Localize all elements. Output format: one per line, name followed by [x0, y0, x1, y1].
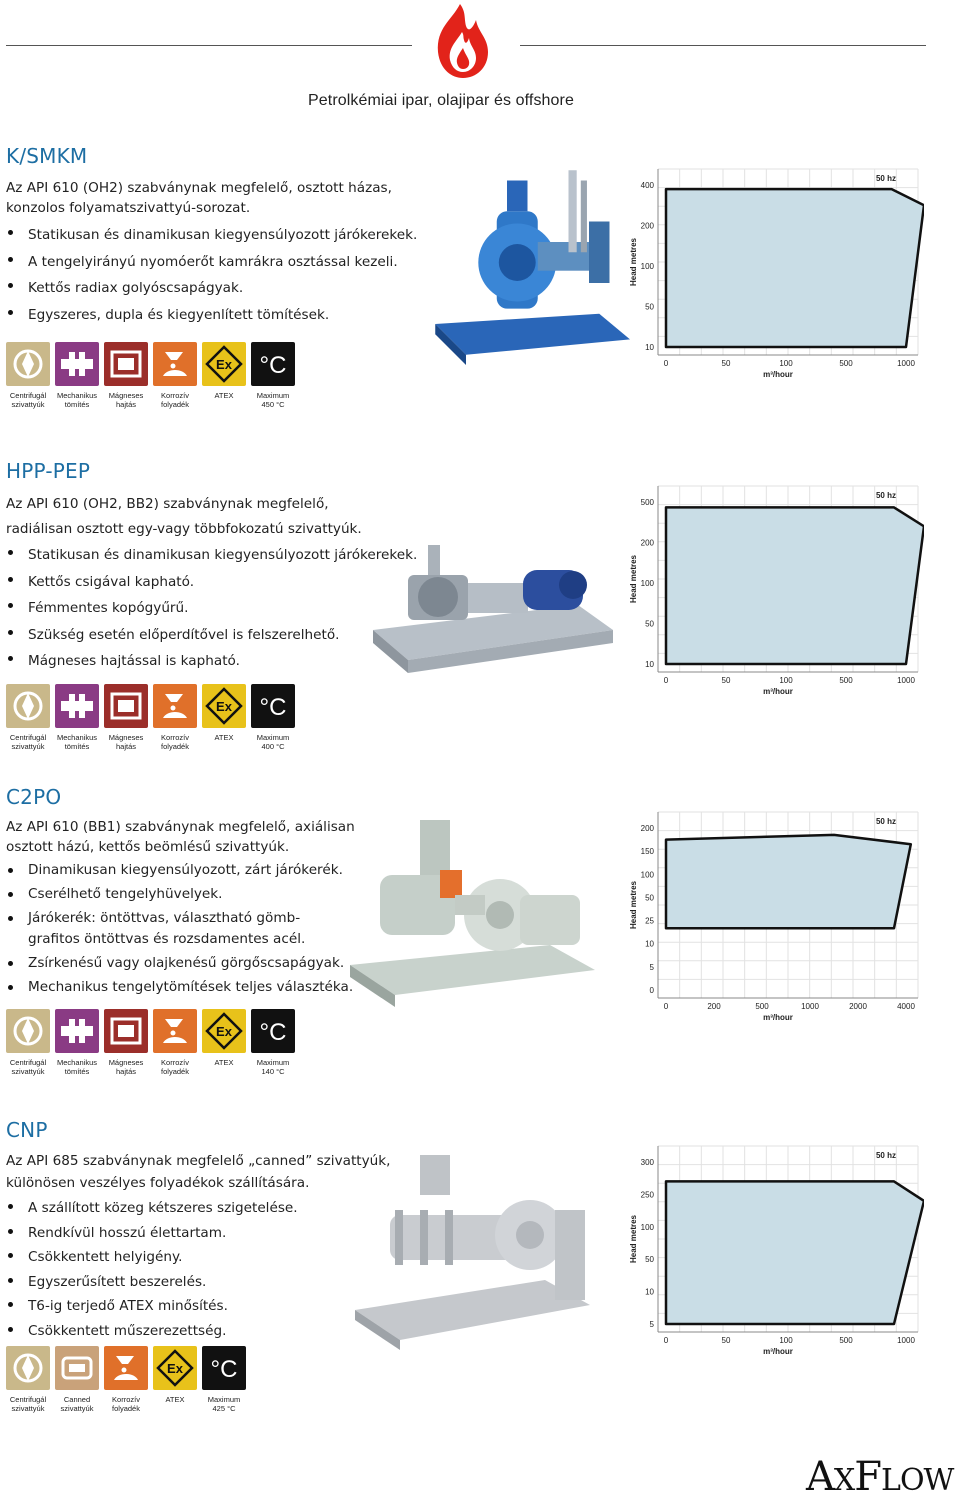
icon-label-line: ATEX — [214, 1058, 234, 1067]
icon-label-line: 425 °C — [212, 1404, 236, 1413]
logo-letter: A — [806, 1454, 834, 1494]
y-tick-label: 400 — [640, 181, 654, 190]
header-rule-right — [520, 45, 926, 46]
logo-letter: X — [833, 1463, 855, 1494]
x-tick-label: 100 — [779, 359, 793, 368]
icon-label-line: hajtás — [115, 742, 136, 751]
y-tick-label: 10 — [645, 939, 654, 949]
logo-letter: F — [854, 1454, 882, 1494]
atex-feature — [202, 342, 246, 409]
list-item: Dinamikusan kiegyensúlyozott, zárt járókerék. — [6, 860, 386, 881]
icon-label-line: ATEX — [214, 391, 234, 400]
list-item: Szükség esetén előperdítővel is felszerelhető. — [6, 622, 456, 649]
max-temp-feature — [251, 684, 295, 751]
feature-icons — [6, 1346, 246, 1413]
operating-envelope — [666, 835, 911, 928]
x-tick-label: 0 — [663, 359, 669, 368]
section-title: K/SMKM — [6, 144, 88, 168]
atex-icon — [202, 1009, 246, 1053]
x-tick-label: 4000 — [897, 1002, 915, 1011]
corrosive-icon — [104, 1346, 148, 1390]
y-tick-label: 10 — [645, 343, 654, 352]
icon-label-line: Korrozív — [161, 733, 189, 742]
centrifugal-feature — [6, 684, 50, 751]
list-item: Járókerék: öntöttvas, választható gömb- grafitos öntöttvas és rozsdamentes acél. — [6, 908, 386, 950]
y-tick-label: 100 — [640, 262, 654, 271]
intro-line: Az API 610 (OH2, BB2) szabványnak megfelelő, — [6, 496, 329, 512]
icon-label-line: Centrifugál — [9, 1058, 47, 1067]
svg-text:°C: °C — [259, 1019, 287, 1046]
centrifugal-feature — [6, 342, 50, 409]
svg-text:Ex: Ex — [216, 1024, 232, 1039]
list-item: Egyszeres, dupla és kiegyenlített tömítések. — [6, 302, 456, 329]
svg-text:Ex: Ex — [216, 699, 232, 714]
x-axis-label: m³/hour — [763, 1013, 793, 1022]
x-axis-label: m³/hour — [763, 370, 793, 379]
icon-label-line: folyadék — [161, 742, 189, 751]
max-temp-feature — [251, 1009, 295, 1076]
canned-pump-feature — [55, 1346, 99, 1413]
centrifugal-feature — [6, 1346, 50, 1413]
x-axis-label: m³/hour — [763, 1347, 793, 1356]
list-item: A tengelyirányú nyomóerőt kamrákra osztással kezeli. — [6, 249, 456, 276]
svg-text:°C: °C — [259, 694, 287, 721]
icon-label-line: Canned — [63, 1395, 91, 1404]
x-tick-label: 500 — [839, 676, 853, 685]
icon-label-line: Mágneses — [108, 733, 144, 742]
feature-list — [6, 860, 386, 998]
intro-line: Az API 685 szabványnak megfelelő „canned” szivattyúk, — [6, 1153, 391, 1169]
mechanical-seal-feature — [55, 342, 99, 409]
intro-line: Az API 610 (OH2) szabványnak megfelelő, osztott házas, — [6, 180, 392, 196]
icon-label-line: Mechanikus — [56, 1058, 98, 1067]
icon-label — [243, 391, 303, 409]
feature-list — [6, 222, 456, 328]
icon-label-line: Maximum — [207, 1395, 241, 1404]
centrifugal-icon — [6, 342, 50, 386]
list-item: Mechanikus tengelytömítések teljes választéka. — [6, 977, 386, 998]
y-tick-label: 50 — [645, 893, 654, 903]
atex-feature — [153, 1346, 197, 1413]
x-tick-label: 2000 — [849, 1002, 867, 1011]
mechanical-seal-icon — [55, 684, 99, 728]
icon-label-line: ATEX — [214, 733, 234, 742]
atex-icon — [153, 1346, 197, 1390]
list-item: Rendkívül hosszú élettartam. — [6, 1221, 426, 1246]
section-intro — [6, 178, 436, 218]
magnetic-drive-icon — [104, 684, 148, 728]
centrifugal-icon — [6, 1346, 50, 1390]
intro-line: Az API 610 (BB1) szabványnak megfelelő, axiálisan — [6, 819, 355, 835]
icon-label-line: Korrozív — [112, 1395, 140, 1404]
pump-image — [355, 1150, 595, 1350]
icon-label-line: Maximum — [256, 391, 290, 400]
y-tick-label: 50 — [645, 1255, 654, 1265]
corrosive-feature — [153, 1009, 197, 1076]
icon-label-line: Maximum — [256, 733, 290, 742]
y-tick-label: 200 — [640, 538, 654, 548]
y-tick-label: 50 — [645, 619, 654, 629]
x-tick-label: 1000 — [897, 676, 915, 685]
y-tick-label: 250 — [640, 1190, 654, 1200]
svg-text:°C: °C — [259, 352, 287, 379]
canned-pump-icon — [55, 1346, 99, 1390]
section-title: CNP — [6, 1118, 48, 1142]
list-item: Cserélhető tengelyhüvelyek. — [6, 884, 386, 905]
max-temp-feature — [251, 342, 295, 409]
y-tick-label: 10 — [645, 660, 654, 669]
icon-label-line: Centrifugál — [9, 391, 47, 400]
icon-label-line: Korrozív — [161, 1058, 189, 1067]
list-item: Statikusan és dinamikusan kiegyensúlyozott járókerekek. — [6, 222, 456, 249]
list-item: Fémmentes kopógyűrű. — [6, 595, 456, 622]
feature-icons — [6, 684, 295, 751]
x-tick-label: 50 — [721, 1336, 731, 1345]
icon-label — [243, 733, 303, 751]
centrifugal-feature — [6, 1009, 50, 1076]
max-temp-icon — [251, 342, 295, 386]
y-tick-label: 5 — [649, 962, 654, 972]
atex-icon — [202, 342, 246, 386]
icon-label-line: szivattyúk — [11, 1404, 45, 1413]
list-item: Mágneses hajtással is kapható. — [6, 648, 456, 675]
pump-image — [368, 535, 618, 675]
svg-text:Ex: Ex — [167, 1361, 183, 1376]
x-tick-label: 1000 — [897, 359, 915, 368]
icon-label-line: 140 °C — [261, 1067, 285, 1076]
header-rule-left — [6, 45, 412, 46]
y-tick-label: 50 — [645, 302, 654, 312]
icon-label-line: Mágneses — [108, 391, 144, 400]
icon-label-line: tömítés — [64, 1067, 90, 1076]
mechanical-seal-feature — [55, 684, 99, 751]
atex-feature — [202, 1009, 246, 1076]
icon-label-line: Centrifugál — [9, 1395, 47, 1404]
magnetic-drive-feature — [104, 684, 148, 751]
icon-label-line: hajtás — [115, 400, 136, 409]
list-item: Statikusan és dinamikusan kiegyensúlyozott járókerekek. — [6, 542, 456, 569]
y-axis-label: Head metres — [629, 237, 638, 287]
x-tick-label: 100 — [779, 1336, 793, 1345]
atex-icon — [202, 684, 246, 728]
icon-label — [194, 1395, 254, 1413]
flame-icon — [432, 2, 494, 82]
y-tick-label: 100 — [640, 870, 654, 880]
icon-label-line: tömítés — [64, 742, 90, 751]
icon-label-line: Mechanikus — [56, 391, 98, 400]
icon-label-line: Maximum — [256, 1058, 290, 1067]
max-temp-icon — [251, 684, 295, 728]
x-tick-label: 1000 — [801, 1002, 819, 1011]
magnetic-drive-icon — [104, 342, 148, 386]
x-tick-label: 500 — [839, 359, 853, 368]
y-tick-label: 25 — [645, 916, 654, 926]
performance-chart — [628, 806, 924, 1026]
y-tick-label: 10 — [645, 1287, 654, 1297]
mechanical-seal-icon — [55, 342, 99, 386]
intro-line: osztott házú, kettős beömlésű szivattyúk. — [6, 839, 290, 855]
icon-label-line: folyadék — [161, 400, 189, 409]
icon-label-line: folyadék — [112, 1404, 140, 1413]
intro-line: különösen veszélyes folyadékok szállítására. — [6, 1175, 310, 1191]
x-tick-label: 1000 — [897, 1336, 915, 1345]
list-item: Csökkentett műszerezettség. — [6, 1319, 426, 1344]
list-item: T6-ig terjedő ATEX minősítés. — [6, 1294, 426, 1319]
list-item: Kettős csigával kapható. — [6, 569, 456, 596]
corrosive-icon — [153, 1009, 197, 1053]
icon-label-line: szivattyúk — [60, 1404, 94, 1413]
y-tick-label: 5 — [649, 1320, 654, 1329]
list-item: Kettős radiax golyóscsapágyak. — [6, 275, 456, 302]
corrosive-feature — [153, 342, 197, 409]
x-tick-label: 0 — [663, 676, 669, 685]
operating-envelope — [666, 507, 924, 664]
performance-chart — [628, 480, 924, 700]
axflow-logo — [806, 1454, 953, 1494]
max-temp-icon — [202, 1346, 246, 1390]
performance-chart — [628, 163, 924, 383]
x-tick-label: 200 — [707, 1002, 721, 1011]
performance-chart — [628, 1140, 924, 1360]
feature-icons — [6, 342, 295, 409]
icon-label-line: hajtás — [115, 1067, 136, 1076]
y-tick-label: 150 — [640, 847, 654, 857]
icon-label-line: szivattyúk — [11, 400, 45, 409]
centrifugal-icon — [6, 1009, 50, 1053]
y-axis-label: Head metres — [629, 880, 638, 930]
pump-image — [425, 160, 630, 365]
y-tick-label: 200 — [640, 221, 654, 231]
intro-line: radiálisan osztott egy-vagy többfokozatú szivattyúk. — [6, 521, 362, 537]
x-tick-label: 500 — [755, 1002, 769, 1011]
mechanical-seal-feature — [55, 1009, 99, 1076]
section-title: C2PO — [6, 785, 62, 809]
icon-label — [243, 1058, 303, 1076]
list-item: Egyszerűsített beszerelés. — [6, 1270, 426, 1295]
icon-label-line: folyadék — [161, 1067, 189, 1076]
x-tick-label: 100 — [779, 676, 793, 685]
svg-text:°C: °C — [210, 1356, 238, 1383]
header-title: Petrolkémiai ipar, olajipar és offshore — [308, 92, 574, 109]
chart-legend: 50 hz — [875, 174, 896, 183]
icon-label-line: szivattyúk — [11, 1067, 45, 1076]
corrosive-feature — [153, 684, 197, 751]
icon-label-line: Korrozív — [161, 391, 189, 400]
magnetic-drive-feature — [104, 1009, 148, 1076]
feature-icons — [6, 1009, 295, 1076]
x-tick-label: 50 — [721, 359, 731, 368]
icon-label-line: Mechanikus — [56, 733, 98, 742]
y-tick-label: 200 — [640, 824, 654, 833]
x-tick-label: 500 — [839, 1336, 853, 1345]
chart-legend: 50 hz — [875, 491, 896, 500]
magnetic-drive-feature — [104, 342, 148, 409]
icon-label-line: ATEX — [165, 1395, 185, 1404]
icon-label-line: 450 °C — [261, 400, 285, 409]
y-tick-label: 100 — [640, 1222, 654, 1232]
logo-letter: LOW — [881, 1463, 954, 1494]
centrifugal-icon — [6, 684, 50, 728]
operating-envelope — [666, 189, 924, 347]
y-tick-label: 0 — [649, 986, 654, 995]
operating-envelope — [666, 1181, 924, 1324]
pump-image — [350, 815, 600, 1015]
y-axis-label: Head metres — [629, 554, 638, 604]
y-axis-label: Head metres — [629, 1214, 638, 1264]
y-tick-label: 500 — [640, 498, 654, 507]
icon-label-line: tömítés — [64, 400, 90, 409]
list-item: Zsírkenésű vagy olajkenésű görgőscsapágyak. — [6, 953, 386, 974]
chart-legend: 50 hz — [875, 1151, 896, 1160]
max-temp-icon — [251, 1009, 295, 1053]
magnetic-drive-icon — [104, 1009, 148, 1053]
x-tick-label: 50 — [721, 676, 731, 685]
corrosive-icon — [153, 342, 197, 386]
chart-legend: 50 hz — [875, 817, 896, 826]
list-item: A szállított közeg kétszeres szigetelése. — [6, 1196, 426, 1221]
y-tick-label: 300 — [640, 1158, 654, 1167]
intro-line: konzolos folyamatszivattyú-sorozat. — [6, 200, 251, 216]
max-temp-feature — [202, 1346, 246, 1413]
icon-label-line: szivattyúk — [11, 742, 45, 751]
icon-label-line: Mágneses — [108, 1058, 144, 1067]
x-tick-label: 0 — [663, 1336, 669, 1345]
icon-label-line: 400 °C — [261, 742, 285, 751]
list-item: Csökkentett helyigény. — [6, 1245, 426, 1270]
x-tick-label: 0 — [663, 1002, 669, 1011]
mechanical-seal-icon — [55, 1009, 99, 1053]
x-axis-label: m³/hour — [763, 687, 793, 696]
corrosive-icon — [153, 684, 197, 728]
section-title: HPP-PEP — [6, 459, 91, 483]
atex-feature — [202, 684, 246, 751]
icon-label-line: Centrifugál — [9, 733, 47, 742]
corrosive-feature — [104, 1346, 148, 1413]
y-tick-label: 100 — [640, 579, 654, 588]
svg-text:Ex: Ex — [216, 357, 232, 372]
